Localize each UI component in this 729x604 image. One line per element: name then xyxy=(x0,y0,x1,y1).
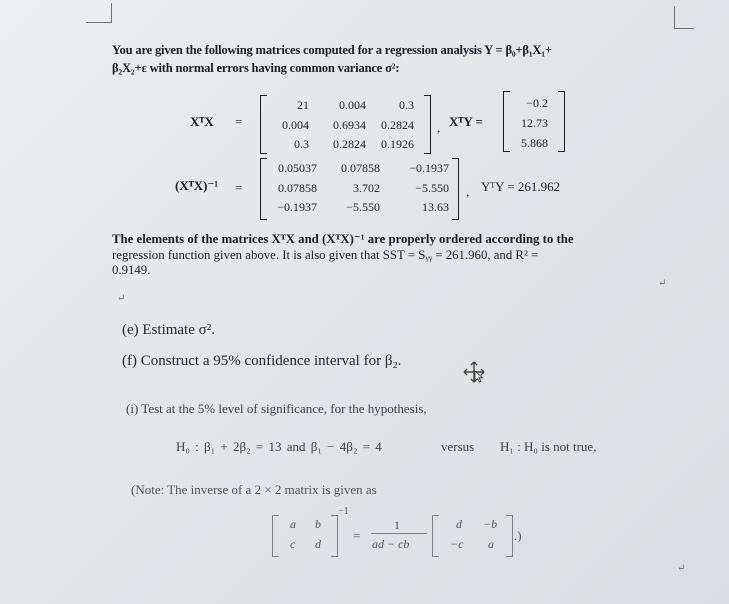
given-paragraph xyxy=(112,232,647,279)
formula-fraction-bar xyxy=(371,533,427,534)
inverse-cell: 13.63 xyxy=(422,200,449,214)
inverse-label: (XᵀX)⁻¹ xyxy=(175,178,219,193)
xtx-cell: 0.3 xyxy=(294,137,309,151)
crop-mark-top-right-vertical xyxy=(674,6,675,29)
xtx-cell: 0.1926 xyxy=(381,137,414,151)
crop-mark-top-left xyxy=(86,22,112,23)
paragraph-mark: ↵ xyxy=(658,278,667,289)
formula-equals: = xyxy=(353,528,361,543)
inverse-cell: −5.550 xyxy=(415,181,449,195)
yty-value: YᵀY = 261.962 xyxy=(481,179,561,194)
formula-m11: a xyxy=(290,517,296,531)
formula-r22: a xyxy=(488,537,494,551)
question-i: (i) Test at the 5% level of significance, for the hypothesis, xyxy=(126,401,427,416)
formula-m12: b xyxy=(315,517,321,531)
question-e: (e) Estimate σ². xyxy=(122,322,215,338)
paragraph-mark: ↵ xyxy=(677,563,686,574)
formula-right-bracket xyxy=(331,515,338,557)
problem-intro xyxy=(112,41,672,77)
xtx-equals: = xyxy=(235,114,243,129)
xtx-label: XᵀX xyxy=(190,114,214,129)
hypothesis-h0: H₀ : β₁ + 2β₂ = 13 and β₁ − 4β₂ = 4 xyxy=(176,439,382,454)
paragraph-line-1: The elements of the matrices XᵀX and (XᵀX)⁻¹ are properly ordered according to the xyxy=(112,232,574,246)
xty-cell: 12.73 xyxy=(521,116,548,130)
paragraph-mark: ↵ xyxy=(117,293,126,304)
formula-result-left-bracket xyxy=(432,515,439,557)
xty-cell: 5.868 xyxy=(521,136,548,150)
xty-label: XᵀY = xyxy=(449,114,483,129)
xtx-cell: 0.6934 xyxy=(333,118,366,132)
formula-result-right-bracket xyxy=(506,515,513,557)
formula-m21: c xyxy=(290,537,296,551)
xtx-right-bracket xyxy=(424,95,431,154)
xty-right-bracket xyxy=(558,91,565,152)
inverse-cell: −0.1937 xyxy=(409,161,449,175)
xtx-cell: 0.2824 xyxy=(381,118,414,132)
formula-denominator: ad − cb xyxy=(372,537,410,551)
formula-r11: d xyxy=(456,517,462,531)
inverse-cell: 0.07858 xyxy=(341,161,380,175)
formula-r21: −c xyxy=(450,537,464,551)
xtx-cell: 0.3 xyxy=(399,98,414,112)
xtx-cell: 21 xyxy=(297,98,309,112)
xtx-cell: 0.2824 xyxy=(333,137,366,151)
hypothesis-versus: versus xyxy=(441,439,475,454)
formula-numerator: 1 xyxy=(394,518,400,532)
inverse-cell: 0.07858 xyxy=(278,181,317,195)
paragraph-line-3: 0.9149. xyxy=(112,263,151,277)
question-f: (f) Construct a 95% confidence interval for β₂. xyxy=(122,353,402,369)
paragraph-line-2: regression function given above. It is also given that SST = Sᵧᵧ = 261.960, and R² = xyxy=(112,247,539,262)
formula-m22: d xyxy=(315,537,321,551)
crop-mark-top-right xyxy=(674,28,694,29)
move-cursor-icon xyxy=(462,360,486,389)
inverse-right-bracket xyxy=(452,158,459,220)
xtx-comma: , xyxy=(437,120,441,135)
formula-close: .) xyxy=(514,528,522,543)
intro-line-1: You are given the following matrices computed for a regression analysis Y = β₀+β₁X₁+ xyxy=(112,43,552,57)
xtx-cell: 0.004 xyxy=(339,98,366,112)
xtx-cell: 0.004 xyxy=(282,118,309,132)
crop-mark-top-left-vertical xyxy=(111,3,112,23)
inverse-comma: , xyxy=(466,184,470,199)
inverse-cell: 0.05037 xyxy=(278,161,317,175)
inverse-cell: −0.1937 xyxy=(277,200,317,214)
inverse-note: (Note: The inverse of a 2 × 2 matrix is given as xyxy=(131,482,377,497)
inverse-equals: = xyxy=(235,180,243,195)
inverse-cell: −5.550 xyxy=(346,200,380,214)
hypothesis-h1: H₁ : H₀ is not true, xyxy=(500,439,597,454)
xty-cell: −0.2 xyxy=(526,96,548,110)
formula-r12: −b xyxy=(483,517,498,531)
inverse-cell: 3.702 xyxy=(353,181,380,195)
intro-line-2: β₂X₂+ε with normal errors having common variance σ²: xyxy=(112,61,400,75)
formula-power: −1 xyxy=(338,506,349,517)
formula-left-bracket xyxy=(272,515,279,557)
